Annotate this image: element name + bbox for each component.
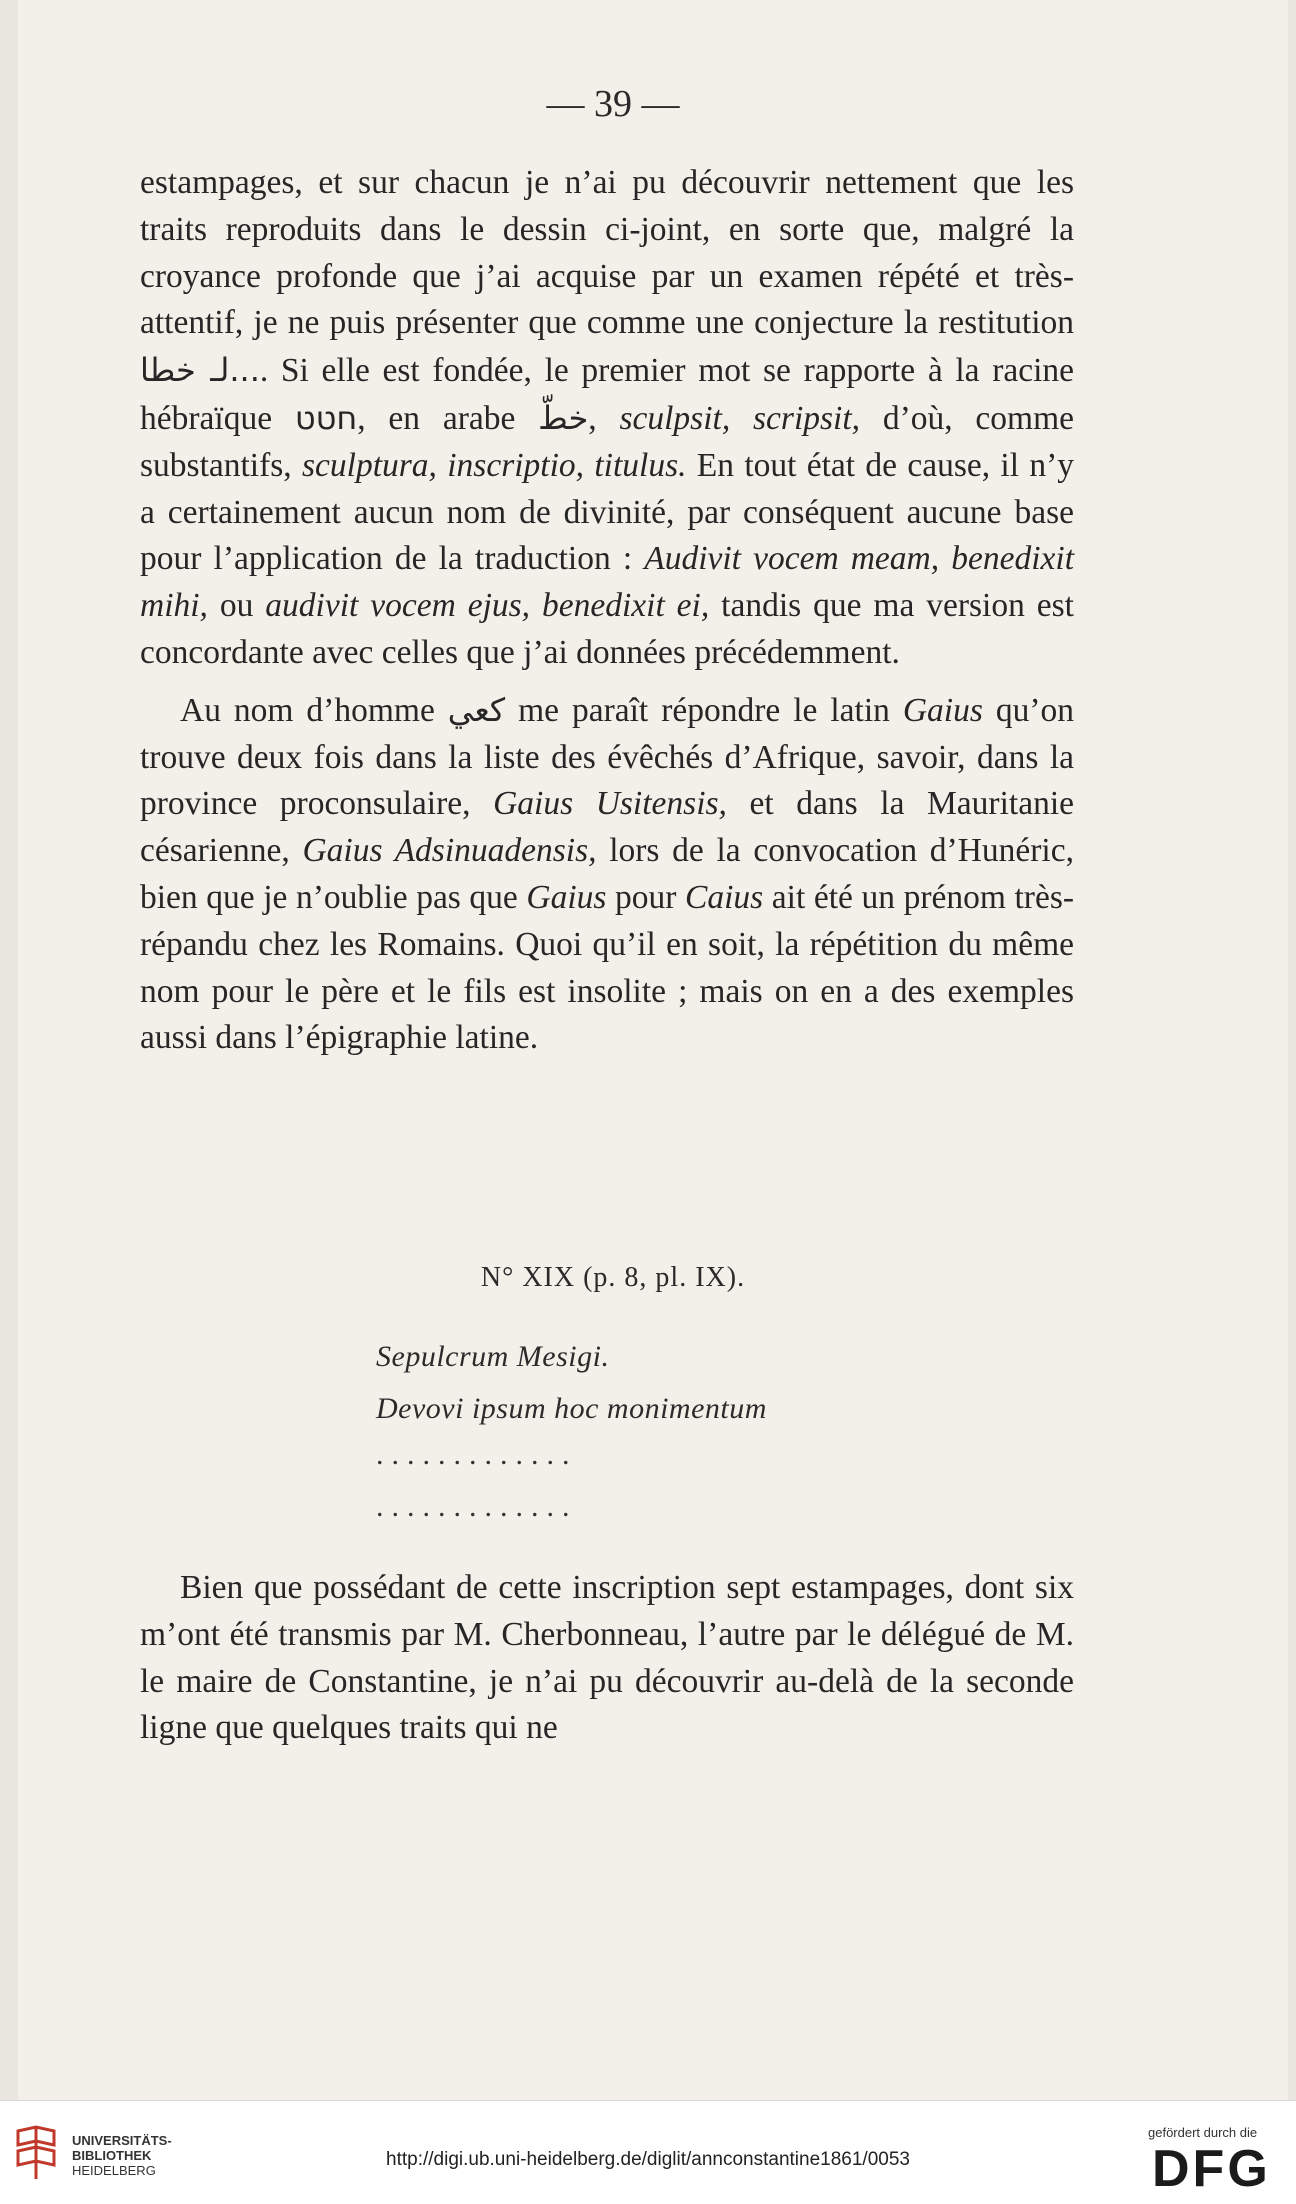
section-heading: N° XIX (p. 8, pl. IX). [480,1262,746,1293]
page-number: — 39 — [546,83,680,125]
funding-caption: gefördert durch die [1148,2125,1258,2140]
inscription-line-1: Sepulcrum Mesigi. [376,1340,610,1373]
arabic-text: ...لـ خطا [140,351,260,390]
inscription-line-2: Devovi ipsum hoc monimentum [376,1392,767,1425]
text-run: , en arabe [357,399,539,437]
paragraph-3 [140,1565,1074,1752]
inscription-dots-2: ............. [376,1490,578,1523]
text-run: estampages, et sur chacun je n’ai pu découvrir nettement que les traits reproduits dans le dessin ci-joint, en sorte que, malgré la croyance profonde que j’ai acquise par un examen répété et très-attentif, je ne puis présenter que comme une conjecture la restitution [140,164,1074,342]
text-run: tandis que ma version est concordante avec celles que j’ai données précédemment. [140,587,1074,671]
italic-text: sculpsit, scripsit, [619,399,861,437]
permalink-url[interactable]: http://digi.ub.uni-heidelberg.de/diglit/annconstantine1861/0053 [386,2149,910,2170]
footer-bar [0,2100,1296,2204]
text-run: , [588,399,620,437]
text-run: pour [606,878,686,916]
paragraph-2 [140,687,1074,1062]
italic-text: sculptura, inscriptio, titulus. [302,446,687,484]
inscription-dots-1: ............. [376,1438,578,1471]
italic-text: Gaius Usitensis, [493,785,727,823]
institution-line: HEIDELBERG [72,2163,156,2178]
dfg-logo: DFG [1152,2140,1271,2198]
text-run: d’où, comme substantifs, [140,399,1074,484]
italic-text: Audivit vocem meam, benedixit mihi, [140,540,1074,625]
paragraph-1 [140,160,1074,1062]
institution-line: UNIVERSITÄTS- [72,2133,172,2148]
text-run: ou [207,587,266,625]
text-run: et dans la Mauritanie césarienne, [140,785,1074,870]
institution-line: BIBLIOTHEK [72,2148,152,2163]
text-run: Au nom d’homme [180,691,448,729]
italic-text: audivit vocem ejus, benedixit ei, [265,587,710,625]
italic-text: Gaius Adsinuadensis, [302,832,597,870]
italic-text: Caius [685,878,764,916]
text-run: me paraît répondre le latin [505,691,903,729]
arabic-text: خطّ [538,398,589,437]
text-run: ait été un prénom très-répandu chez les Romains. Quoi qu’il en soit, la répétition du même nom pour le père et le fils est insolite ; mais on en a des exemples aussi dans l’épigraphie latine. [140,878,1075,1057]
italic-text: Gaius [902,691,983,729]
text-run: En tout état de cause, il n’y a certainement aucun nom de divinité, par conséquent aucune base pour l’application de la traduction : [140,446,1075,578]
text-run: qu’on trouve deux fois dans la liste des évêchés d’Afrique, savoir, dans la province proconsulaire, [140,691,1075,823]
paragraph-3-text: Bien que possédant de cette inscription sept estampages, dont six m’ont été transmis par M. Cherbonneau, l’autre par le délégué de M. le maire de Constantine, je n’ai pu découvrir au-delà de la seconde ligne que quelques traits qui ne [140,1569,1074,1747]
hebrew-text: חטט [294,398,358,437]
text-run: lors de la convocation d’Hunéric, bien que je n’oublie pas que [140,832,1074,916]
arabic-text: كعي [447,690,506,729]
text-run: . Si elle est fondée, le premier mot se rapporte à la racine hébraïque [140,352,1075,437]
scanned-page [18,0,1288,2100]
italic-text: Gaius [526,878,607,916]
